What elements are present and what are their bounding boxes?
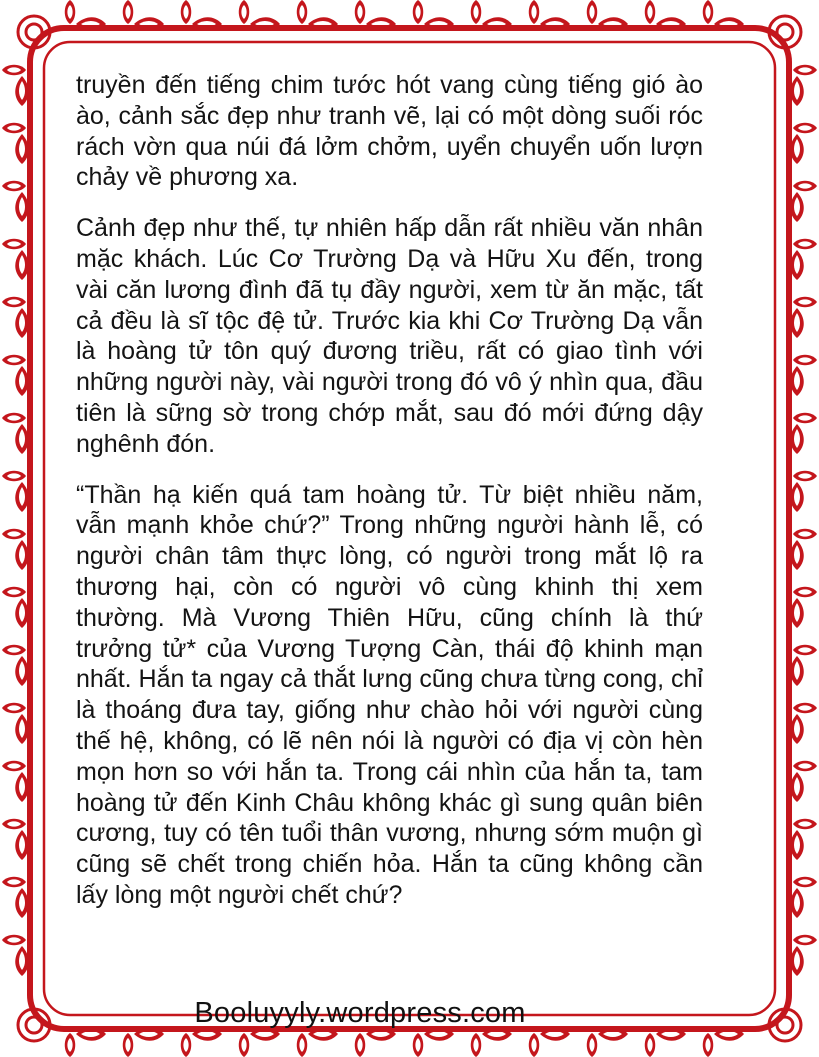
frame-bud-ornament [793, 413, 817, 424]
frame-bud-ornament [2, 239, 26, 250]
frame-leaf-ornament [790, 830, 804, 860]
frame-bud-ornament [2, 935, 26, 946]
frame-bud-ornament [2, 471, 26, 482]
frame-leaf-ornament [790, 888, 804, 918]
frame-bud-ornament [529, 1033, 540, 1057]
frame-bud-ornament [2, 355, 26, 366]
frame-bud-ornament [297, 0, 308, 24]
frame-leaf-ornament [15, 772, 29, 802]
frame-bud-ornament [587, 1033, 598, 1057]
frame-bud-ornament [2, 65, 26, 76]
frame-leaf-ornament [15, 192, 29, 222]
frame-bud-ornament [2, 703, 26, 714]
frame-leaf-ornament [15, 250, 29, 280]
frame-bud-ornament [2, 181, 26, 192]
frame-bud-ornament [645, 0, 656, 24]
frame-bud-ornament [471, 0, 482, 24]
frame-bud-ornament [2, 761, 26, 772]
frame-bud-ornament [123, 1033, 134, 1057]
frame-bud-ornament [793, 761, 817, 772]
frame-bud-ornament [793, 935, 817, 946]
frame-leaf-ornament [15, 714, 29, 744]
frame-bud-ornament [2, 587, 26, 598]
frame-leaf-ornament [790, 598, 804, 628]
frame-bud-ornament [793, 645, 817, 656]
frame-leaf-ornament [15, 424, 29, 454]
frame-leaf-ornament [15, 540, 29, 570]
watermark-url: Booluyyly.wordpress.com [194, 997, 526, 1029]
frame-bud-ornament [297, 1033, 308, 1057]
frame-bud-ornament [793, 181, 817, 192]
frame-leaf-ornament [790, 482, 804, 512]
frame-leaf-ornament [15, 366, 29, 396]
page-body [76, 70, 703, 911]
frame-bud-ornament [793, 877, 817, 888]
paragraph-1: truyền đến tiếng chim tước hót vang cùng tiếng gió ào ào, cảnh sắc đẹp như tranh vẽ, lại có một dòng suối róc rách vờn qua núi đá lởm chởm, uyển chuyển uốn lượn chảy về phương xa. [76, 71, 703, 192]
frame-leaf-ornament [790, 540, 804, 570]
frame-bud-ornament [793, 703, 817, 714]
frame-bud-ornament [65, 1033, 76, 1057]
paragraph-3: “Thần hạ kiến quá tam hoàng tử. Từ biệt nhiều năm, vẫn mạnh khỏe chứ?” Trong những người hành lễ, có người chân tâm thực lòng, có người trong mắt lộ ra thương hại, còn có người vô cùng khinh thị xem thường. Mà Vương Thiên Hữu, cũng chính là thứ trưởng tử* của Vương Tượng Càn, thái độ khinh mạn nhất. Hắn ta ngay cả thắt lưng cũng chưa từng cong, chỉ là thoáng đưa tay, giống như chào hỏi với người cùng thế hệ, không, có lẽ nên nói là người có địa vị còn hèn mọn hơn so với hắn ta. Trong cái nhìn của hắn ta, tam hoàng tử đến Kinh Châu không khác gì sung quân biên cương, tuy có tên tuổi thân vương, nhưng sớm muộn gì cũng sẽ chết trong chiến hỏa. Hắn ta cũng không cần lấy lòng một người chết chứ? [76, 480, 703, 909]
frame-bud-ornament [239, 1033, 250, 1057]
frame-bud-ornament [355, 0, 366, 24]
frame-leaf-ornament [790, 134, 804, 164]
frame-bud-ornament [793, 65, 817, 76]
frame-bud-ornament [413, 0, 424, 24]
paragraph-2: Cảnh đẹp như thế, tự nhiên hấp dẫn rất nhiều văn nhân mặc khách. Lúc Cơ Trường Dạ và Hữu Xu đến, trong vài căn lương đình đã tụ đầy người, xem từ ăn mặc, tất cả đều là sĩ tộc đệ tử. Trước kia khi Cơ Trường Dạ vẫn là hoàng tử tôn quý đương triều, rất có giao tình với những người này, vài người trong đó vô ý nhìn qua, đầu tiên là sững sờ trong chớp mắt, sau đó mới đứng dậy nghênh đón. [76, 214, 703, 458]
frame-leaf-ornament [790, 714, 804, 744]
frame-leaf-ornament [790, 366, 804, 396]
frame-leaf-ornament [790, 192, 804, 222]
frame-bud-ornament [413, 1033, 424, 1057]
frame-leaf-ornament [15, 946, 29, 976]
frame-bud-ornament [2, 877, 26, 888]
frame-bud-ornament [703, 1033, 714, 1057]
frame-leaf-ornament [15, 308, 29, 338]
frame-bud-ornament [793, 297, 817, 308]
frame-bud-ornament [793, 471, 817, 482]
frame-bud-ornament [793, 355, 817, 366]
frame-leaf-ornament [15, 888, 29, 918]
frame-leaf-ornament [15, 656, 29, 686]
frame-bud-ornament [587, 0, 598, 24]
frame-leaf-ornament [15, 830, 29, 860]
frame-leaf-ornament [790, 772, 804, 802]
frame-bud-ornament [2, 819, 26, 830]
frame-leaf-ornament [15, 598, 29, 628]
frame-bud-ornament [471, 1033, 482, 1057]
frame-leaf-ornament [15, 482, 29, 512]
frame-bud-ornament [529, 0, 540, 24]
frame-bud-ornament [645, 1033, 656, 1057]
frame-bud-ornament [181, 0, 192, 24]
frame-bud-ornament [65, 0, 76, 24]
frame-bud-ornament [2, 297, 26, 308]
frame-bud-ornament [793, 239, 817, 250]
frame-leaf-ornament [15, 134, 29, 164]
frame-leaf-ornament [790, 308, 804, 338]
frame-leaf-ornament [790, 424, 804, 454]
frame-bud-ornament [2, 413, 26, 424]
frame-bud-ornament [2, 123, 26, 134]
frame-bud-ornament [2, 529, 26, 540]
frame-bud-ornament [793, 819, 817, 830]
frame-leaf-ornament [15, 76, 29, 106]
frame-bud-ornament [239, 0, 250, 24]
frame-leaf-ornament [790, 656, 804, 686]
frame-bud-ornament [793, 587, 817, 598]
frame-bud-ornament [793, 123, 817, 134]
frame-bud-ornament [793, 529, 817, 540]
frame-bud-ornament [703, 0, 714, 24]
frame-leaf-ornament [790, 76, 804, 106]
frame-leaf-ornament [790, 946, 804, 976]
frame-bud-ornament [355, 1033, 366, 1057]
frame-leaf-ornament [790, 250, 804, 280]
frame-bud-ornament [181, 1033, 192, 1057]
frame-bud-ornament [2, 645, 26, 656]
frame-bud-ornament [123, 0, 134, 24]
